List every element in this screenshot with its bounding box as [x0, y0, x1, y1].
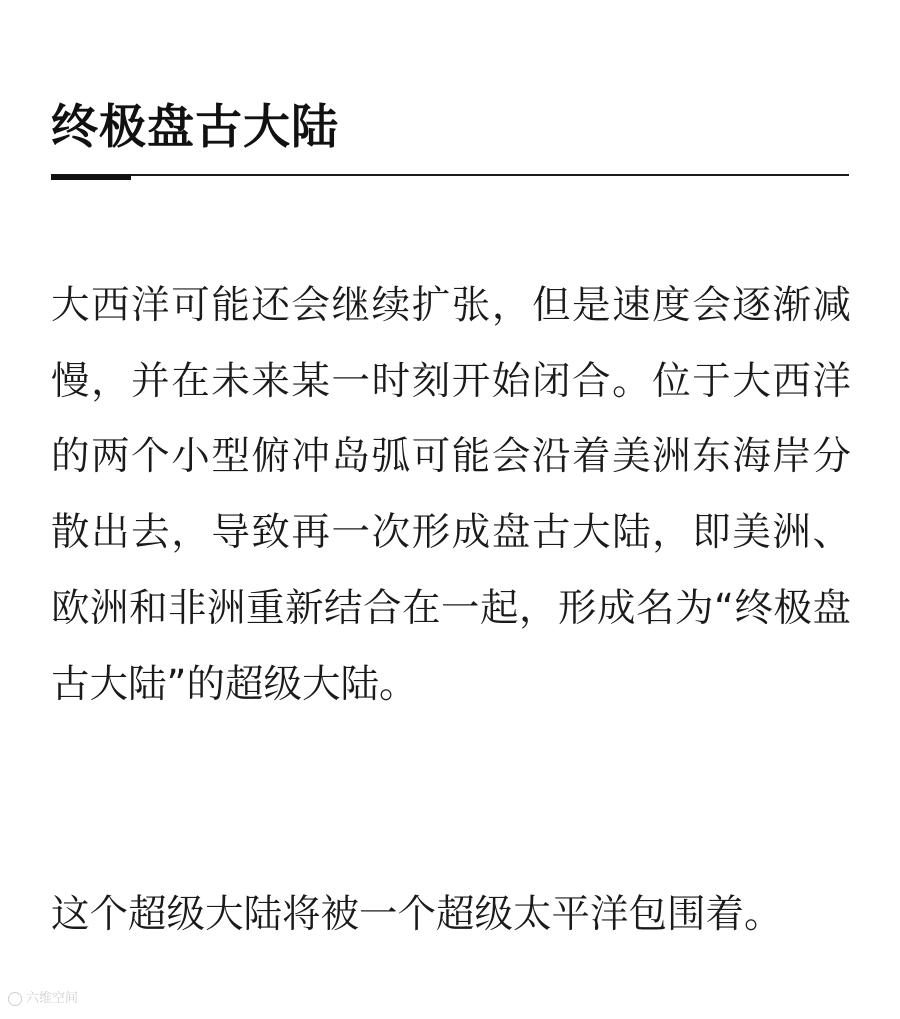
- watermark: [8, 990, 78, 1008]
- article-heading: 终极盘古大陆: [51, 100, 339, 155]
- watermark-logo-icon: [8, 992, 22, 1006]
- article-paragraph: 这个超级大陆将被一个超级太平洋包围着。: [51, 892, 783, 937]
- article-paragraph: 大西洋可能还会继续扩张，但是速度会逐渐减慢，并在未来某一时刻开始闭合。位于大西洋的两个小型俯冲岛弧可能会沿着美洲东海岸分散出去，导致再一次形成盘古大陆，即美洲、欧洲和非洲重新结合在一起，形成名为“终极盘古大陆”的超级大陆。: [51, 283, 851, 707]
- heading-divider: [51, 174, 849, 176]
- watermark-text: 六维空间: [26, 991, 79, 1006]
- heading-accent-bar: [51, 174, 131, 180]
